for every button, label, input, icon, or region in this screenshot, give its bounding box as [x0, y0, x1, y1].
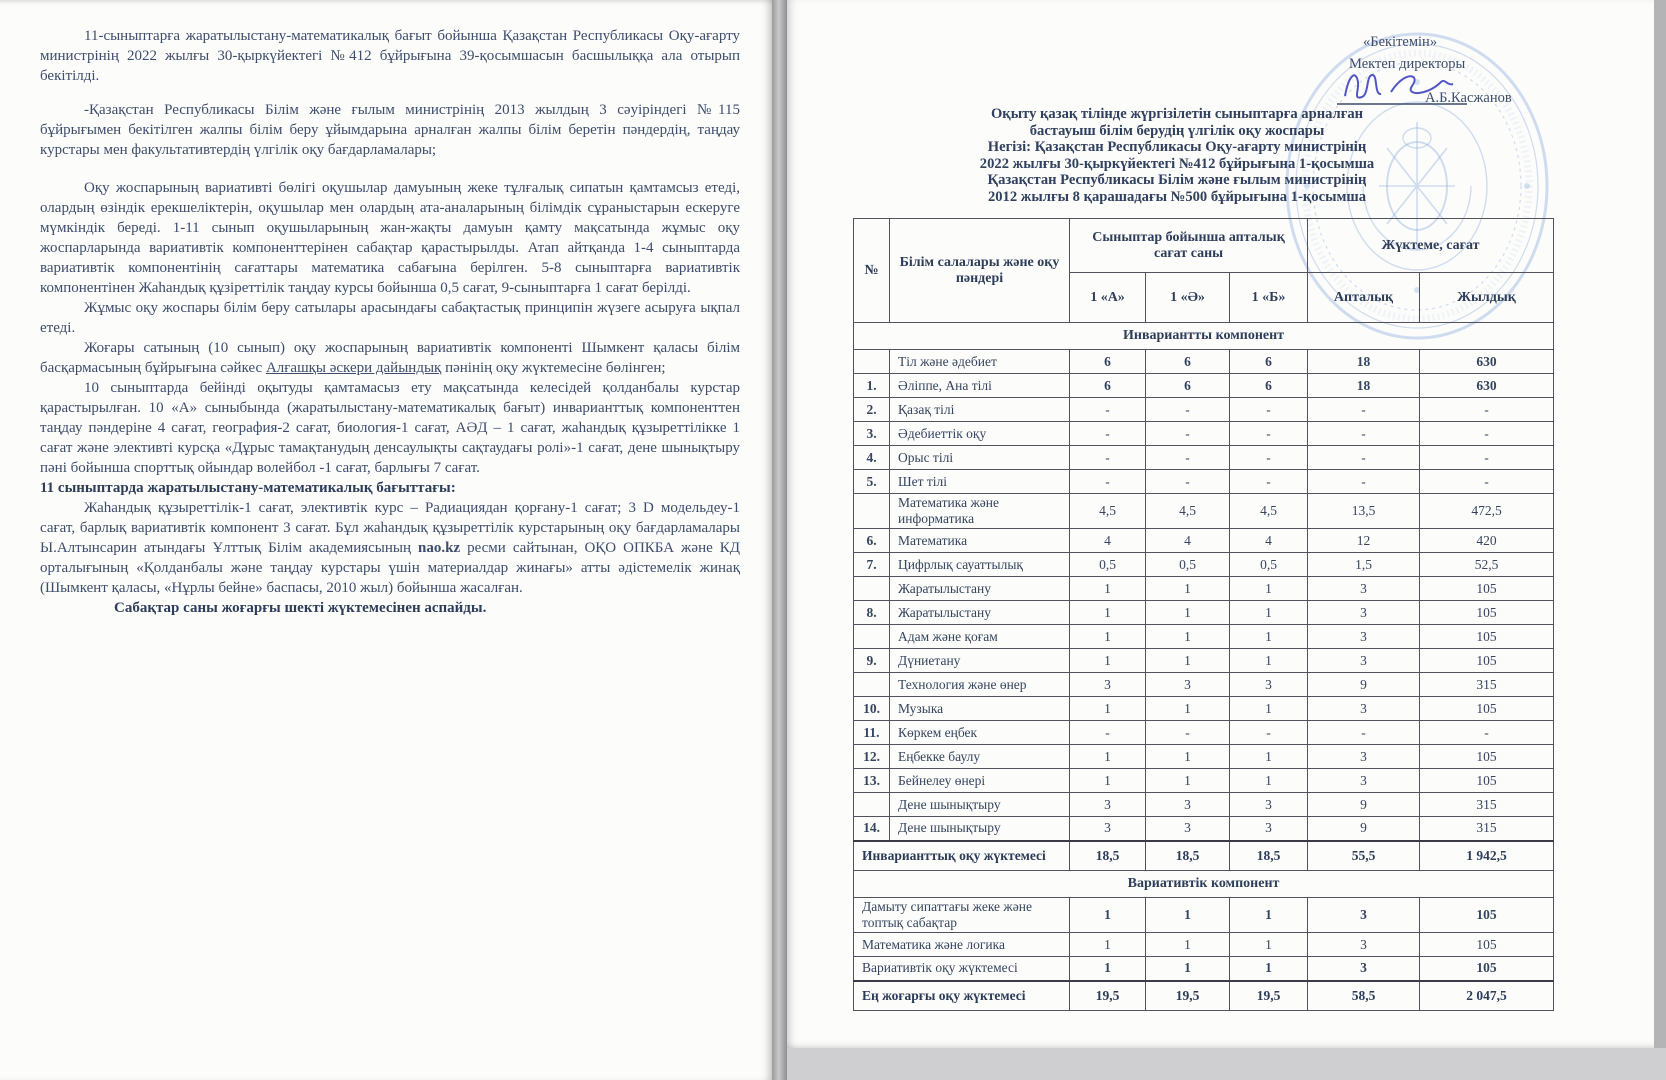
table-row	[854, 350, 1554, 374]
value-cell: 12	[1308, 529, 1420, 553]
title-line: 2022 жылғы 30-қыркүйектегі №412 бұйрығына 1-қосымша	[979, 155, 1375, 172]
row-number: 14.	[854, 817, 890, 841]
total-value-cell: 19,5	[1070, 981, 1146, 1011]
title-line: Қазақстан Республикасы Білім және ғылым министрінің	[987, 172, 1367, 189]
value-cell: 3	[1070, 673, 1146, 697]
value-cell: 315	[1420, 817, 1554, 841]
subject-cell: Математика және информатика	[890, 494, 1070, 529]
table-row	[854, 981, 1554, 1011]
value-cell: 1	[1230, 577, 1308, 601]
table-row	[854, 817, 1554, 841]
column-header-class-1a: 1 «А»	[1070, 273, 1146, 323]
table-row	[854, 446, 1554, 470]
table-row	[854, 793, 1554, 817]
value-cell: 1	[1146, 745, 1230, 769]
total-value-cell: 18,5	[1230, 841, 1308, 871]
table-row	[854, 957, 1554, 981]
value-cell: -	[1070, 446, 1146, 470]
row-number: 12.	[854, 745, 890, 769]
value-cell: 3	[1308, 577, 1420, 601]
value-cell: -	[1146, 398, 1230, 422]
table-row	[854, 494, 1554, 529]
table-row	[854, 398, 1554, 422]
subject-cell: Адам және қоғам	[890, 625, 1070, 649]
row-number	[854, 494, 890, 529]
value-cell: 4	[1070, 529, 1146, 553]
subject-cell: Орыс тілі	[890, 446, 1070, 470]
value-cell: 1	[1070, 625, 1146, 649]
table-row	[854, 649, 1554, 673]
value-cell: 6	[1146, 350, 1230, 374]
value-cell: -	[1070, 470, 1146, 494]
value-cell: 1	[1070, 697, 1146, 721]
table-row	[854, 933, 1554, 957]
value-cell: 420	[1420, 529, 1554, 553]
row-number: 13.	[854, 769, 890, 793]
value-cell: 3	[1308, 745, 1420, 769]
value-cell: 6	[1146, 374, 1230, 398]
table-row	[854, 529, 1554, 553]
value-cell: 4,5	[1146, 494, 1230, 529]
value-cell: 105	[1420, 957, 1554, 981]
subject-cell: Шет тілі	[890, 470, 1070, 494]
value-cell: -	[1146, 470, 1230, 494]
value-cell: 1	[1070, 745, 1146, 769]
subject-cell: Жаратылыстану	[890, 601, 1070, 625]
total-value-cell: 19,5	[1230, 981, 1308, 1011]
value-cell: 9	[1308, 673, 1420, 697]
column-group-weekly-hours: Сыныптар бойынша апталық сағат саны	[1070, 219, 1308, 273]
paragraph-segment: Жаһандық құзыреттілік-1 сағат, элективтік курс – Радиациядан қорғану-1 сағат; 3 D модельдеу-1 сағат, барлық вариативтік компонент 3 сағат. Бұл жаһандық құзыреттілік курстарының оқу бағдарламалары Ы.Алтынсарин атындағы Ұлттық Білім академиясының	[40, 500, 740, 556]
value-cell: 3	[1230, 793, 1308, 817]
value-cell: 105	[1420, 577, 1554, 601]
subject-cell: Әдебиеттік оқу	[890, 422, 1070, 446]
value-cell: 3	[1070, 817, 1146, 841]
table-row	[854, 745, 1554, 769]
value-cell: -	[1230, 422, 1308, 446]
value-cell: 1	[1070, 649, 1146, 673]
paragraph-segment: ресми сайтынан, ОҚО ОПКБА және КД орталығының «Қолданбалы және таңдау курстары үшін материалдар жинағы» атты әдістемелік жинақ (Шымкент қаласы, «Нұрлы бейне» баспасы, 2010 жыл) бойынша жасалған.	[40, 540, 740, 596]
value-cell: 1	[1146, 898, 1230, 933]
value-cell: 13,5	[1308, 494, 1420, 529]
total-value-cell: 18,5	[1146, 841, 1230, 871]
value-cell: 1	[1230, 957, 1308, 981]
title-line: Оқыту қазақ тілінде жүргізілетін сыныптарға арналған	[990, 106, 1364, 122]
page-seam	[772, 0, 787, 1080]
value-cell: 4,5	[1230, 494, 1308, 529]
page-right-edge	[1654, 0, 1666, 1080]
value-cell: -	[1308, 446, 1420, 470]
value-cell: 52,5	[1420, 553, 1554, 577]
document-page-right	[787, 0, 1654, 1048]
value-cell: -	[1146, 721, 1230, 745]
table-row	[854, 697, 1554, 721]
value-cell: 18	[1308, 374, 1420, 398]
value-cell: 1	[1230, 625, 1308, 649]
value-cell: 315	[1420, 793, 1554, 817]
table-row	[854, 769, 1554, 793]
value-cell: -	[1420, 721, 1554, 745]
value-cell: 0,5	[1070, 553, 1146, 577]
value-cell: -	[1230, 470, 1308, 494]
total-value-cell: 2 047,5	[1420, 981, 1554, 1011]
table-row	[854, 673, 1554, 697]
subject-cell: Қазақ тілі	[890, 398, 1070, 422]
table-row	[854, 625, 1554, 649]
value-cell: -	[1308, 398, 1420, 422]
value-cell: 1	[1146, 649, 1230, 673]
value-cell: 3	[1308, 649, 1420, 673]
table-row	[854, 721, 1554, 745]
subject-cell: Жаратылыстану	[890, 577, 1070, 601]
max-total-label: Ең жоғарғы оқу жүктемесі	[854, 981, 1070, 1011]
value-cell: 1	[1230, 601, 1308, 625]
value-cell: -	[1230, 446, 1308, 470]
value-cell: 1	[1146, 769, 1230, 793]
value-cell: 1	[1070, 577, 1146, 601]
variative-subject-cell: Дамыту сипаттағы жеке және топтық сабақтар	[854, 898, 1070, 933]
value-cell: 6	[1230, 350, 1308, 374]
value-cell: 1	[1230, 769, 1308, 793]
value-cell: 630	[1420, 374, 1554, 398]
value-cell: 3	[1146, 673, 1230, 697]
value-cell: -	[1070, 721, 1146, 745]
value-cell: 1	[1146, 625, 1230, 649]
table-header	[854, 219, 1554, 323]
variative-component-body	[854, 871, 1554, 1011]
variative-section-header: Вариативтік компонент	[854, 871, 1554, 898]
director-role: Мектеп директоры	[1349, 56, 1466, 72]
title-line: Негізі: Қазақстан Республикасы Оқу-ағарту министрінің	[987, 139, 1367, 156]
value-cell: 105	[1420, 601, 1554, 625]
paragraph: Оқу жоспарының вариативті бөлігі оқушылар дамуының жеке тұлғалық сипатын қамтамсыз етеді, олардың өзіндік ерекшеліктерін, оқушылар мен олардың ата-аналарының білімдік сұраныстарын ескеруге мүмкіндік береді. 1-11 сынып оқушыларының жан-жақты дамуын қамту мақсатында жұмыс оқу жоспарларында вариативтік компоненттерінен сабақтар қарастырылды. Атап айтқанда 1-4 сыныптарда вариативтік компонентінің сағаттары математика сабағына берілген. 5-8 сыныптарға вариативтік компонентінен Жаһандық құзіреттілік таңдау курсы бойынша 0,5 сағат, 9-сыныптарға 1 сағат берілді.	[40, 180, 740, 296]
variative-subject-cell: Математика және логика	[854, 933, 1070, 957]
row-number: 9.	[854, 649, 890, 673]
value-cell: -	[1420, 422, 1554, 446]
table-row	[854, 470, 1554, 494]
value-cell: 1	[1230, 697, 1308, 721]
invariant-total-label: Инварианттық оқу жүктемесі	[854, 841, 1070, 871]
total-value-cell: 1 942,5	[1420, 841, 1554, 871]
row-number: 8.	[854, 601, 890, 625]
column-header-number: №	[854, 219, 890, 323]
total-value-cell: 58,5	[1308, 981, 1420, 1011]
value-cell: -	[1420, 398, 1554, 422]
row-number	[854, 350, 890, 374]
title-line: бастауыш білім берудің үлгілік оқу жоспары	[1029, 122, 1325, 139]
value-cell: 3	[1230, 817, 1308, 841]
value-cell: 9	[1308, 817, 1420, 841]
value-cell: 3	[1308, 898, 1420, 933]
value-cell: 3	[1308, 697, 1420, 721]
value-cell: 4,5	[1070, 494, 1146, 529]
subject-cell: Бейнелеу өнері	[890, 769, 1070, 793]
value-cell: 105	[1420, 697, 1554, 721]
row-number: 5.	[854, 470, 890, 494]
value-cell: 3	[1308, 957, 1420, 981]
row-number	[854, 793, 890, 817]
row-number: 10.	[854, 697, 890, 721]
value-cell: 1	[1146, 933, 1230, 957]
value-cell: -	[1230, 398, 1308, 422]
value-cell: 3	[1308, 933, 1420, 957]
row-number	[854, 673, 890, 697]
value-cell: 105	[1420, 933, 1554, 957]
value-cell: 6	[1070, 374, 1146, 398]
underlined-subject-name: Алғашқы әскери дайындық	[265, 360, 442, 376]
column-header-subject: Білім салалары және оқу пәндері	[890, 219, 1070, 323]
invariant-section-header: Инвариантты компонент	[854, 323, 1554, 350]
value-cell: 3	[1230, 673, 1308, 697]
value-cell: 105	[1420, 898, 1554, 933]
value-cell: 3	[1146, 793, 1230, 817]
value-cell: 3	[1070, 793, 1146, 817]
page-bottom-edge	[787, 1048, 1666, 1080]
row-number: 4.	[854, 446, 890, 470]
row-number: 7.	[854, 553, 890, 577]
value-cell: 472,5	[1420, 494, 1554, 529]
table-row	[854, 374, 1554, 398]
value-cell: 630	[1420, 350, 1554, 374]
subject-cell: Математика	[890, 529, 1070, 553]
value-cell: 6	[1230, 374, 1308, 398]
subject-cell: Дене шынықтыру	[890, 817, 1070, 841]
subject-cell: Тіл және әдебиет	[890, 350, 1070, 374]
value-cell: 1	[1146, 957, 1230, 981]
table-row	[854, 422, 1554, 446]
value-cell: -	[1146, 422, 1230, 446]
table-row	[854, 601, 1554, 625]
column-header-class-1b: 1 «Б»	[1230, 273, 1308, 323]
table-row	[854, 841, 1554, 871]
subject-cell: Әліппе, Ана тілі	[890, 374, 1070, 398]
value-cell: 105	[1420, 625, 1554, 649]
section-heading: 11 сыныптарда жаратылыстану-математикалық бағыттағы:	[40, 480, 456, 496]
value-cell: 1	[1070, 769, 1146, 793]
value-cell: -	[1420, 446, 1554, 470]
value-cell: 1	[1070, 898, 1146, 933]
curriculum-table	[853, 218, 1554, 1011]
value-cell: 1	[1070, 957, 1146, 981]
value-cell: 105	[1420, 745, 1554, 769]
value-cell: 9	[1308, 793, 1420, 817]
document-page-left	[0, 0, 772, 1080]
paragraph: -Қазақстан Республикасы Білім және ғылым министрінің 2013 жылдың 3 сәуіріндегі №115 бұйрығымен бекітілген жалпы білім беру ұйымдарына арналған жалпы білім беретін пәндердің, таңдау курстары мен факультативтердің үлгілік оқу бағдарламалары;	[40, 102, 740, 158]
value-cell: -	[1146, 446, 1230, 470]
row-number: 6.	[854, 529, 890, 553]
value-cell: 1	[1146, 577, 1230, 601]
paragraph: 10 сыныптарда бейінді оқытуды қамтамасыз ету мақсатында келесідей қолданбалы курстар қарастырылған. 10 «А» сыныбында (жаратылыстану-математикалық бағыт) инварианттық компоненттен таңдау пәндеріне 4 сағат, география-2 сағат, биология-1 сағат, АӘД – 1 сағат, жаһандық құзыреттілікке 1 сағат және элективті курсқа «Дұрыс тамақтанудың денсаулықты сақтаудағы ролі»-1 сағат, дене шынықтыру пәні бойынша спорттық ойындар волейбол -1 сағат, барлығы 7 сағат.	[40, 380, 740, 476]
value-cell: -	[1070, 422, 1146, 446]
subject-cell: Технология және өнер	[890, 673, 1070, 697]
table-row	[854, 577, 1554, 601]
paragraph-segment: Жоғары сатының (10 сынып) оқу жоспарының вариативтік компоненті Шымкент қаласы білім басқармасының бұйрығына сәйкес	[40, 340, 740, 376]
paragraph	[40, 338, 740, 378]
value-cell: 4	[1146, 529, 1230, 553]
row-number: 2.	[854, 398, 890, 422]
approval-word: «Бекітемін»	[1363, 34, 1438, 50]
row-number: 1.	[854, 374, 890, 398]
value-cell: 0,5	[1230, 553, 1308, 577]
value-cell: 1	[1070, 933, 1146, 957]
website-name: nao.kz	[418, 540, 461, 556]
row-number	[854, 625, 890, 649]
paragraph: Жұмыс оқу жоспары білім беру сатылары арасындағы сабақтастық принципін жүзеге асыруға ықпал етеді.	[40, 300, 740, 336]
value-cell: -	[1308, 422, 1420, 446]
value-cell: 105	[1420, 769, 1554, 793]
value-cell: -	[1420, 470, 1554, 494]
column-header-weekly: Апталық	[1308, 273, 1420, 323]
value-cell: 1	[1070, 601, 1146, 625]
value-cell: 105	[1420, 649, 1554, 673]
total-value-cell: 19,5	[1146, 981, 1230, 1011]
value-cell: 3	[1308, 769, 1420, 793]
value-cell: 315	[1420, 673, 1554, 697]
value-cell: 6	[1070, 350, 1146, 374]
value-cell: -	[1230, 721, 1308, 745]
closing-statement: Сабақтар саны жоғарғы шекті жүктемесінен аспайды.	[114, 600, 487, 616]
value-cell: 1	[1230, 649, 1308, 673]
value-cell: 1	[1230, 933, 1308, 957]
column-group-load: Жүктеме, сағат	[1308, 219, 1554, 273]
value-cell: 4	[1230, 529, 1308, 553]
value-cell: -	[1070, 398, 1146, 422]
subject-cell: Музыка	[890, 697, 1070, 721]
subject-cell: Көркем еңбек	[890, 721, 1070, 745]
invariant-component-body	[854, 323, 1554, 871]
value-cell: 1	[1146, 697, 1230, 721]
director-name: А.Б.Касжанов	[1425, 90, 1512, 106]
value-cell: 3	[1146, 817, 1230, 841]
column-header-class-1ae: 1 «Ә»	[1146, 273, 1230, 323]
left-page-text	[40, 26, 740, 618]
column-header-yearly: Жылдық	[1420, 273, 1554, 323]
paragraph	[40, 498, 740, 598]
subject-cell: Дене шынықтыру	[890, 793, 1070, 817]
document-title	[945, 106, 1409, 206]
value-cell: 3	[1308, 601, 1420, 625]
value-cell: -	[1308, 470, 1420, 494]
value-cell: -	[1308, 721, 1420, 745]
table-row	[854, 553, 1554, 577]
value-cell: 1	[1146, 601, 1230, 625]
paragraph-segment: пәнінің оқу жүктемесіне бөлінген;	[441, 360, 666, 376]
variative-subject-cell: Вариативтік оқу жүктемесі	[854, 957, 1070, 981]
value-cell: 0,5	[1146, 553, 1230, 577]
subject-cell: Еңбекке баулу	[890, 745, 1070, 769]
title-line: 2012 жылғы 8 қарашадағы №500 бұйрығына 1-қосымша	[987, 188, 1367, 205]
table-row	[854, 898, 1554, 933]
subject-cell: Цифрлық сауаттылық	[890, 553, 1070, 577]
value-cell: 1,5	[1308, 553, 1420, 577]
subject-cell: Дүниетану	[890, 649, 1070, 673]
row-number	[854, 577, 890, 601]
value-cell: 1	[1230, 745, 1308, 769]
value-cell: 1	[1230, 898, 1308, 933]
value-cell: 3	[1308, 625, 1420, 649]
row-number: 11.	[854, 721, 890, 745]
paragraph: 11-сыныптарға жаратылыстану-математикалық бағыт бойынша Қазақстан Республикасы Оқу-ағарту министрінің 2022 жылғы 30-қыркүйектегі №412 бұйрығына 39-қосымшасын басшылыққа ала отырып бекітілді.	[40, 28, 740, 84]
curriculum-table-wrap	[853, 218, 1554, 1011]
total-value-cell: 55,5	[1308, 841, 1420, 871]
total-value-cell: 18,5	[1070, 841, 1146, 871]
row-number: 3.	[854, 422, 890, 446]
value-cell: 18	[1308, 350, 1420, 374]
